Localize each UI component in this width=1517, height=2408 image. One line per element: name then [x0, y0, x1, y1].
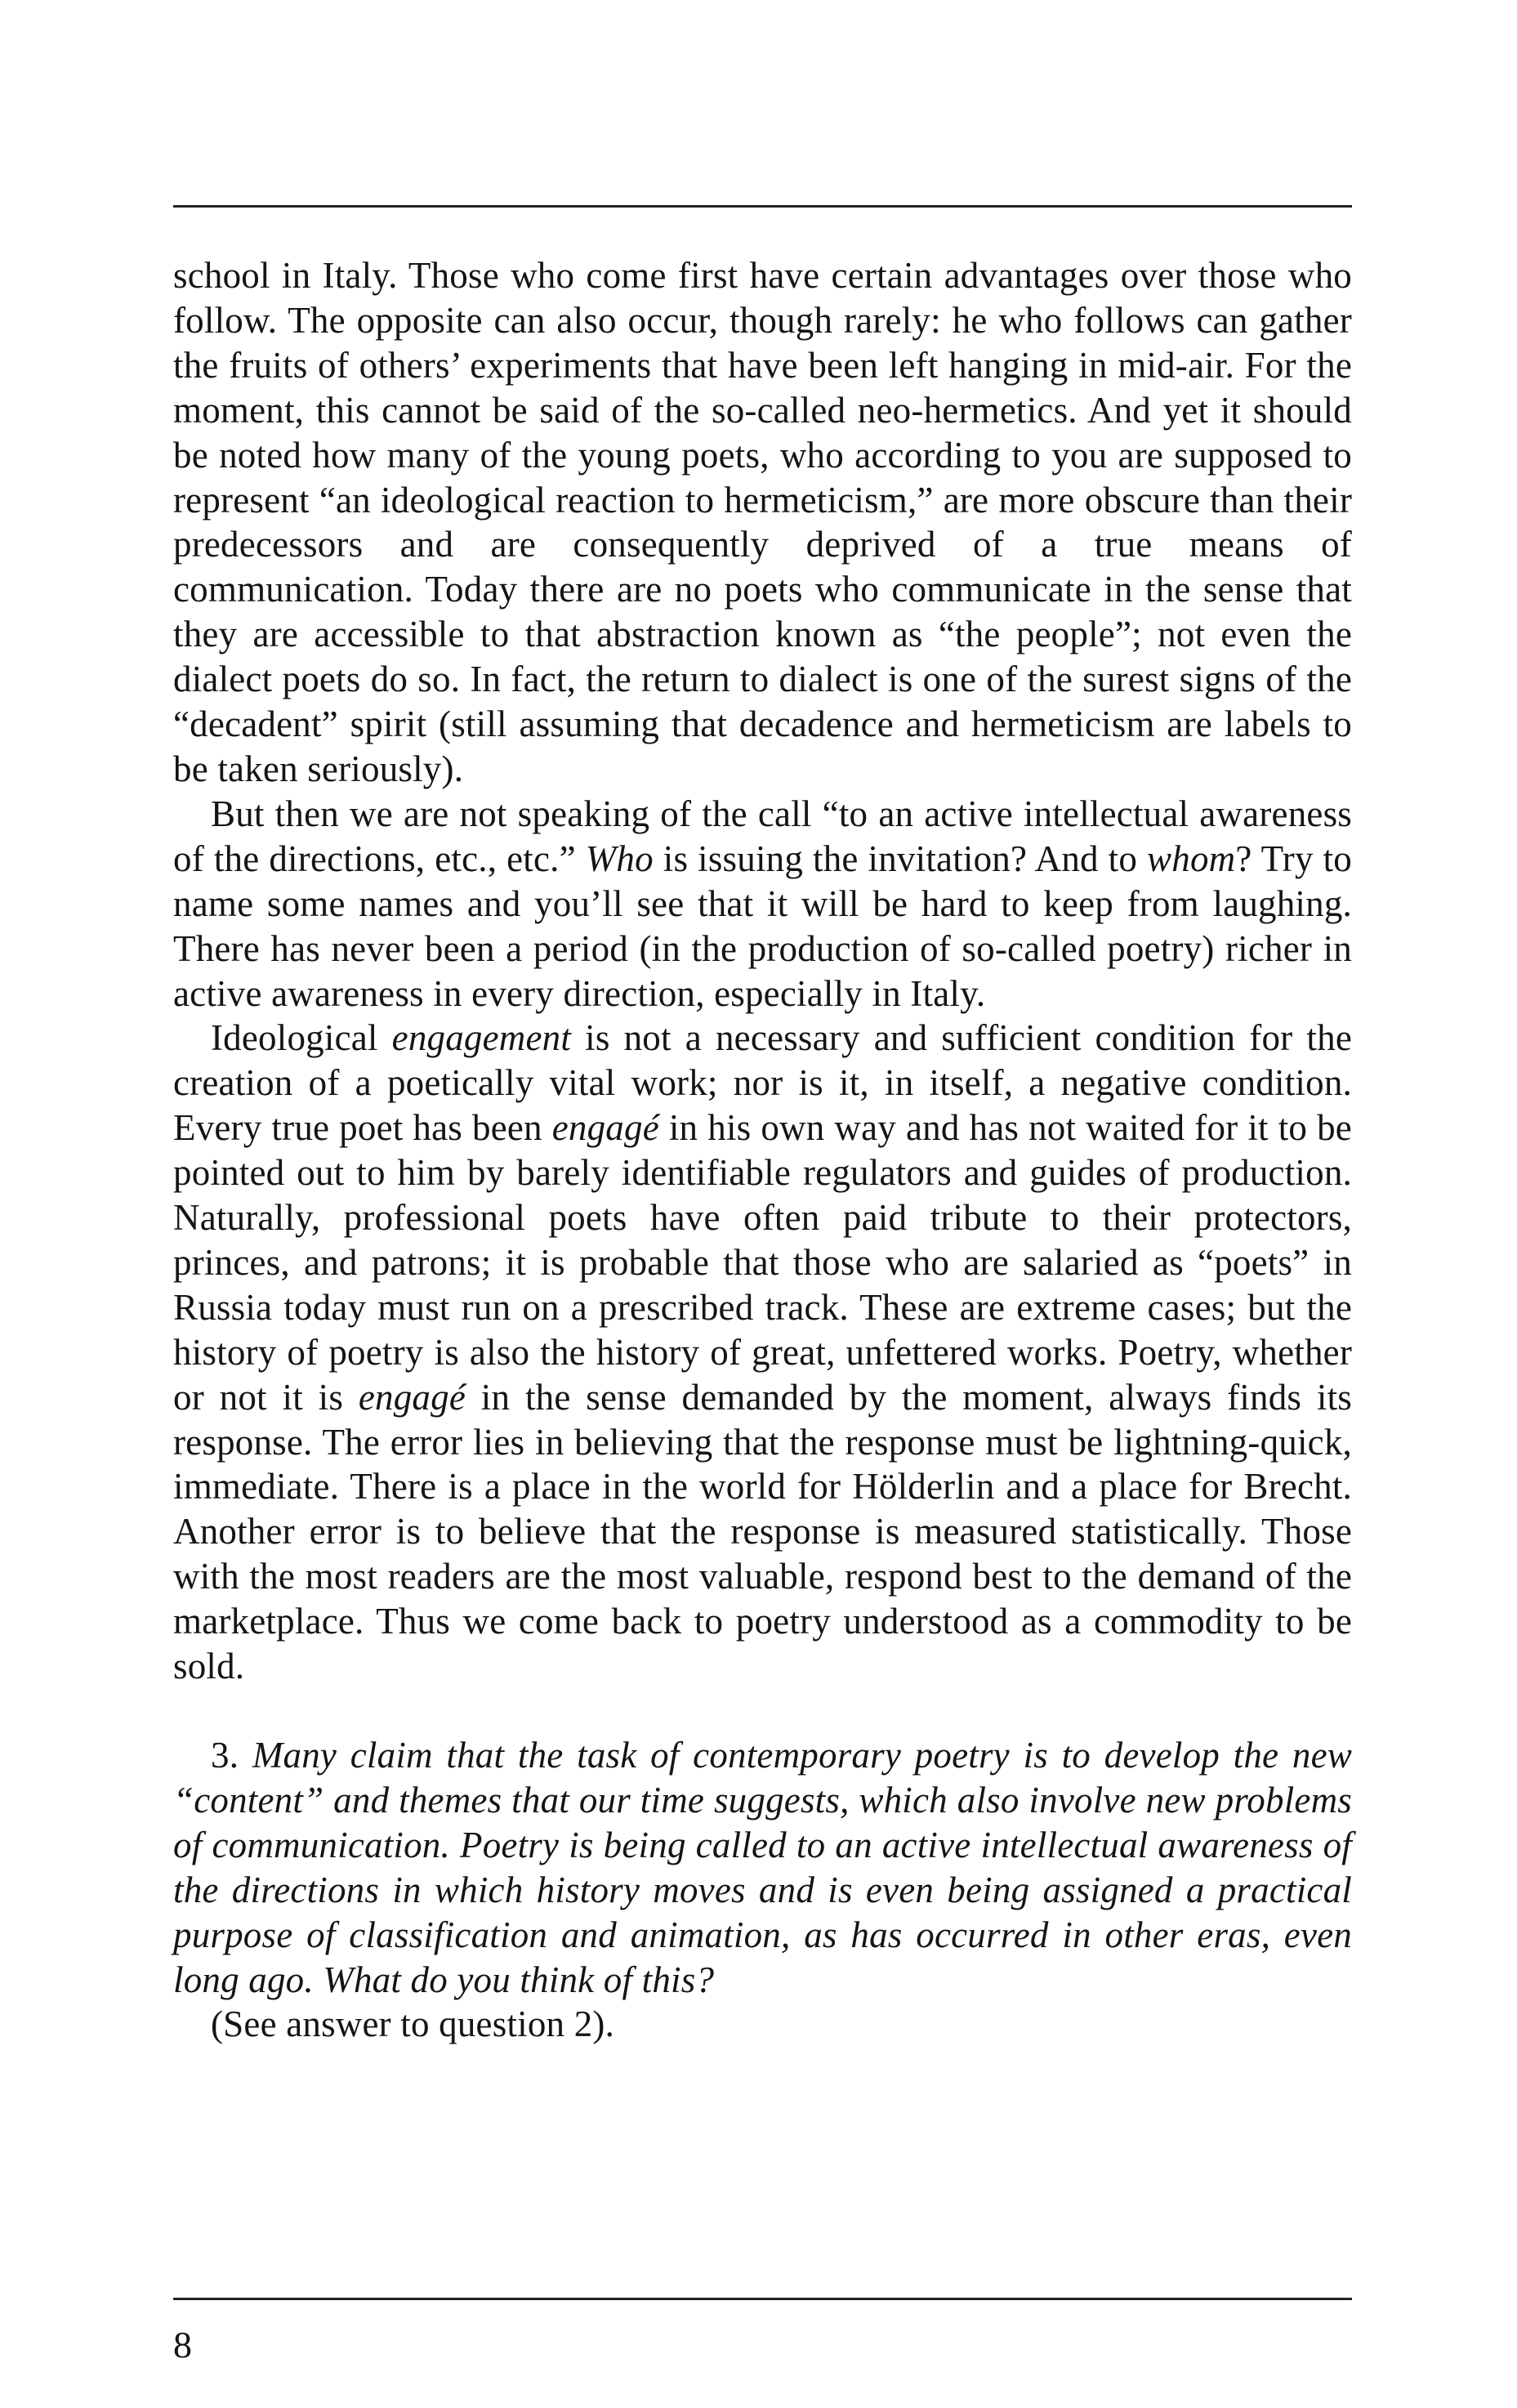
emphasis-whom: whom	[1147, 838, 1236, 879]
paragraph-2-part-b: is issuing the invitation? And to	[653, 838, 1148, 879]
paragraph-2-part-c: ? Try to name some names and you’ll see that it will be hard to keep from laughing. There has never been a period (in the production of so-called poetry) richer in active awareness in every direction, especially in Italy.	[173, 838, 1353, 1014]
paragraph-3-part-c: in his own way and has not waited for it to be pointed out to him by barely identifiable regulators and guides of production. Naturally, professional poets have often paid tribute to their protectors, princes, and patrons; it is probable that those who are salaried as “poets” in Russia today must run on a prescribed track. These are extreme cases; but the history of poetry is also the history of great, unfettered works. Poetry, whether or not it is	[173, 1107, 1352, 1418]
answer-reference: (See answer to question 2).	[211, 2004, 615, 2045]
paragraph-3	[173, 1016, 1352, 1689]
paragraph-3-part-a: Ideological	[211, 1017, 392, 1059]
question-number: 3.	[211, 1735, 239, 1776]
question-text: Many claim that the task of contemporary poetry is to develop the new “content” and themes that our time suggests, which also involve new problems of communication. Poetry is being called to an active intellectual awareness of the directions in which history moves and is even being assigned a practical purpose of classification and animation, as has occurred in other eras, even long ago. What do you think of this?	[173, 1735, 1352, 2000]
paragraph-2-part-a: But then we are not speaking of the call “to an active intellectual awareness of the directions, etc., etc.”	[173, 793, 1352, 879]
page-number: 8	[173, 2324, 192, 2366]
top-rule	[173, 205, 1352, 208]
paragraph-2	[173, 792, 1352, 1016]
emphasis-who: Who	[585, 838, 654, 879]
paragraph-3-part-d: in the sense demanded by the moment, always finds its response. The error lies in believing that the response must be lightning-quick, immediate. There is a place in the world for Hölderlin and a place for Brecht. Another error is to believe that the response is measured statistically. Those with the most readers are the most valuable, respond best to the demand of the marketplace. Thus we come back to poetry understood as a commodity to be sold.	[173, 1376, 1352, 1687]
bottom-rule	[173, 2298, 1352, 2300]
emphasis-engage-2: engagé	[358, 1376, 466, 1418]
emphasis-engage-1: engagé	[551, 1107, 659, 1149]
body-text	[173, 253, 1352, 2047]
paragraph-1: school in Italy. Those who come first have certain advantages over those who follow. The opposite can also occur, though rarely: he who follows can gather the fruits of others’ experiments that have been left hanging in mid-air. For the moment, this cannot be said of the so-called neo-hermetics. And yet it should be noted how many of the young poets, who according to you are supposed to represent “an ideological reaction to hermeticism,” are more obscure than their predecessors and are consequently deprived of a true means of communication. Today there are no poets who communicate in the sense that they are accessible to that abstraction known as “the people”; not even the dialect poets do so. In fact, the return to dialect is one of the surest signs of the “decadent” spirit (still assuming that decadence and hermeticism are labels to be taken seriously).	[173, 255, 1352, 789]
paragraph-3-part-b: is not a necessary and sufficient condition for the creation of a poetically vital work; nor is it, in itself, a negative condition. Every true poet has been	[173, 1017, 1352, 1149]
question-3	[173, 1733, 1352, 2002]
emphasis-engagement: engagement	[391, 1017, 572, 1059]
